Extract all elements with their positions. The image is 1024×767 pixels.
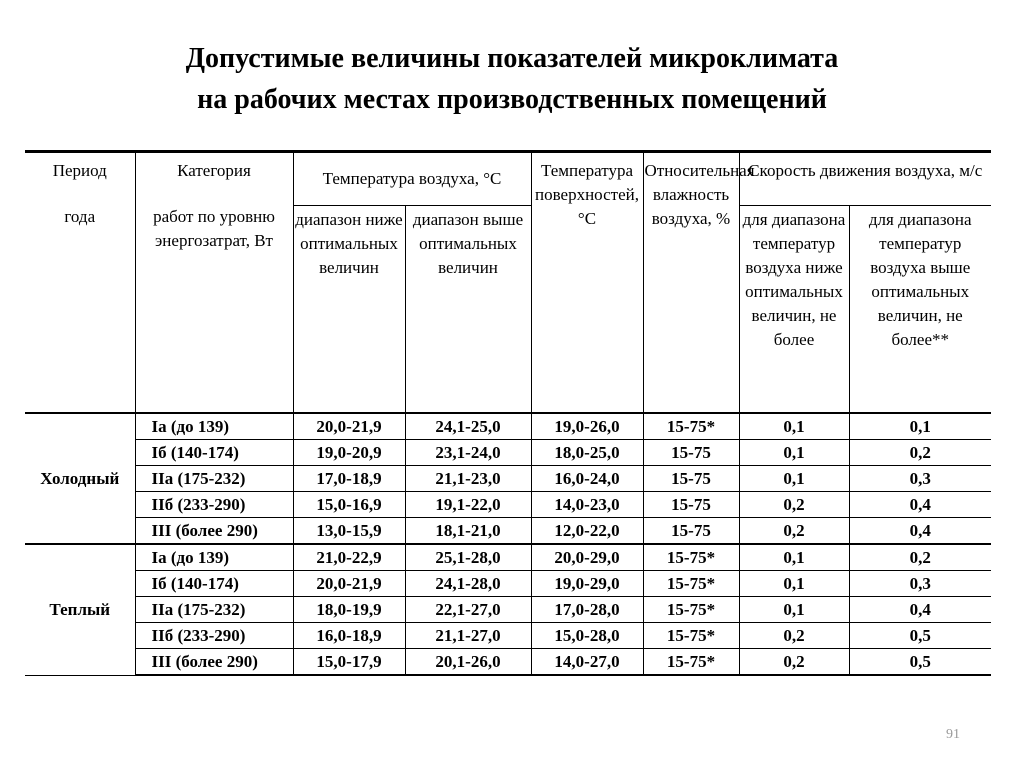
cell-speed-above: 0,4	[849, 597, 991, 623]
cell-temp-above: 21,1-23,0	[405, 466, 531, 492]
table-row	[25, 466, 991, 492]
cell-surface-temp: 14,0-23,0	[531, 492, 643, 518]
header-air-temperature: Температура воздуха, °C	[293, 152, 531, 206]
table-body	[25, 413, 991, 675]
cell-temp-above: 20,1-26,0	[405, 649, 531, 676]
cell-speed-below: 0,2	[739, 623, 849, 649]
cell-period: Холодный	[25, 413, 135, 544]
cell-temp-above: 25,1-28,0	[405, 544, 531, 571]
cell-humidity: 15-75*	[643, 623, 739, 649]
cell-humidity: 15-75*	[643, 649, 739, 676]
cell-temp-below: 15,0-17,9	[293, 649, 405, 676]
cell-speed-below: 0,1	[739, 466, 849, 492]
cell-temp-below: 18,0-19,9	[293, 597, 405, 623]
cell-category: IIб (233-290)	[135, 492, 293, 518]
cell-speed-above: 0,2	[849, 544, 991, 571]
header-air-speed: Скорость движения воздуха, м/с	[739, 152, 991, 206]
cell-surface-temp: 15,0-28,0	[531, 623, 643, 649]
cell-speed-below: 0,1	[739, 597, 849, 623]
table-row	[25, 544, 991, 571]
cell-category: IIa (175-232)	[135, 466, 293, 492]
title-line-2: на рабочих местах производственных помещений	[197, 84, 827, 115]
cell-speed-below: 0,2	[739, 518, 849, 545]
cell-humidity: 15-75*	[643, 544, 739, 571]
microclimate-table	[25, 150, 991, 676]
cell-speed-below: 0,1	[739, 440, 849, 466]
cell-surface-temp: 14,0-27,0	[531, 649, 643, 676]
header-speed-below-optimal: для диапазона температур воздуха ниже оптимальных величин, не более	[739, 206, 849, 414]
cell-surface-temp: 19,0-26,0	[531, 413, 643, 440]
cell-surface-temp: 17,0-28,0	[531, 597, 643, 623]
cell-speed-above: 0,1	[849, 413, 991, 440]
cell-speed-above: 0,4	[849, 492, 991, 518]
table-row	[25, 649, 991, 676]
cell-temp-below: 16,0-18,9	[293, 623, 405, 649]
cell-humidity: 15-75	[643, 440, 739, 466]
table-row	[25, 623, 991, 649]
header-row-1	[25, 152, 991, 206]
cell-category: Ia (до 139)	[135, 413, 293, 440]
cell-temp-above: 19,1-22,0	[405, 492, 531, 518]
table-row	[25, 518, 991, 545]
cell-temp-above: 24,1-28,0	[405, 571, 531, 597]
cell-temp-above: 22,1-27,0	[405, 597, 531, 623]
cell-speed-below: 0,2	[739, 649, 849, 676]
page-number: 91	[946, 727, 960, 742]
cell-category: Iб (140-174)	[135, 571, 293, 597]
cell-humidity: 15-75	[643, 466, 739, 492]
cell-humidity: 15-75	[643, 518, 739, 545]
table-row	[25, 597, 991, 623]
page-title	[0, 38, 1024, 120]
cell-humidity: 15-75*	[643, 597, 739, 623]
cell-surface-temp: 19,0-29,0	[531, 571, 643, 597]
cell-speed-above: 0,2	[849, 440, 991, 466]
cell-speed-below: 0,1	[739, 413, 849, 440]
cell-speed-below: 0,1	[739, 544, 849, 571]
cell-humidity: 15-75	[643, 492, 739, 518]
header-temp-below-optimal: диапазон ниже оптимальных величин	[293, 206, 405, 414]
header-humidity: Относительная влажность воздуха, %	[643, 152, 739, 414]
cell-category: Iб (140-174)	[135, 440, 293, 466]
cell-speed-above: 0,5	[849, 623, 991, 649]
cell-speed-above: 0,3	[849, 466, 991, 492]
cell-category: III (более 290)	[135, 518, 293, 545]
cell-temp-above: 23,1-24,0	[405, 440, 531, 466]
cell-temp-below: 15,0-16,9	[293, 492, 405, 518]
cell-category: Ia (до 139)	[135, 544, 293, 571]
cell-speed-below: 0,1	[739, 571, 849, 597]
cell-surface-temp: 20,0-29,0	[531, 544, 643, 571]
header-speed-above-optimal: для диапазона температур воздуха выше оптимальных величин, не более**	[849, 206, 991, 414]
header-surface-temperature: Температура поверхностей, °С	[531, 152, 643, 414]
cell-temp-below: 21,0-22,9	[293, 544, 405, 571]
cell-speed-above: 0,4	[849, 518, 991, 545]
cell-speed-below: 0,2	[739, 492, 849, 518]
cell-category: IIб (233-290)	[135, 623, 293, 649]
cell-category: IIa (175-232)	[135, 597, 293, 623]
cell-temp-below: 19,0-20,9	[293, 440, 405, 466]
cell-temp-below: 13,0-15,9	[293, 518, 405, 545]
cell-speed-above: 0,5	[849, 649, 991, 676]
cell-temp-above: 18,1-21,0	[405, 518, 531, 545]
cell-temp-below: 20,0-21,9	[293, 571, 405, 597]
cell-humidity: 15-75*	[643, 571, 739, 597]
header-period: Период года	[25, 152, 135, 414]
header-temp-above-optimal: диапазон выше оптимальных величин	[405, 206, 531, 414]
cell-surface-temp: 12,0-22,0	[531, 518, 643, 545]
cell-humidity: 15-75*	[643, 413, 739, 440]
table-row	[25, 492, 991, 518]
table-row	[25, 571, 991, 597]
cell-temp-below: 20,0-21,9	[293, 413, 405, 440]
cell-temp-above: 21,1-27,0	[405, 623, 531, 649]
cell-surface-temp: 18,0-25,0	[531, 440, 643, 466]
header-category: Категория работ по уровню энергозатрат, Вт	[135, 152, 293, 414]
cell-temp-above: 24,1-25,0	[405, 413, 531, 440]
title-line-1: Допустимые величины показателей микроклимата	[185, 43, 839, 74]
cell-speed-above: 0,3	[849, 571, 991, 597]
cell-period: Теплый	[25, 544, 135, 675]
cell-category: III (более 290)	[135, 649, 293, 676]
table-row	[25, 440, 991, 466]
table-row	[25, 413, 991, 440]
cell-temp-below: 17,0-18,9	[293, 466, 405, 492]
cell-surface-temp: 16,0-24,0	[531, 466, 643, 492]
